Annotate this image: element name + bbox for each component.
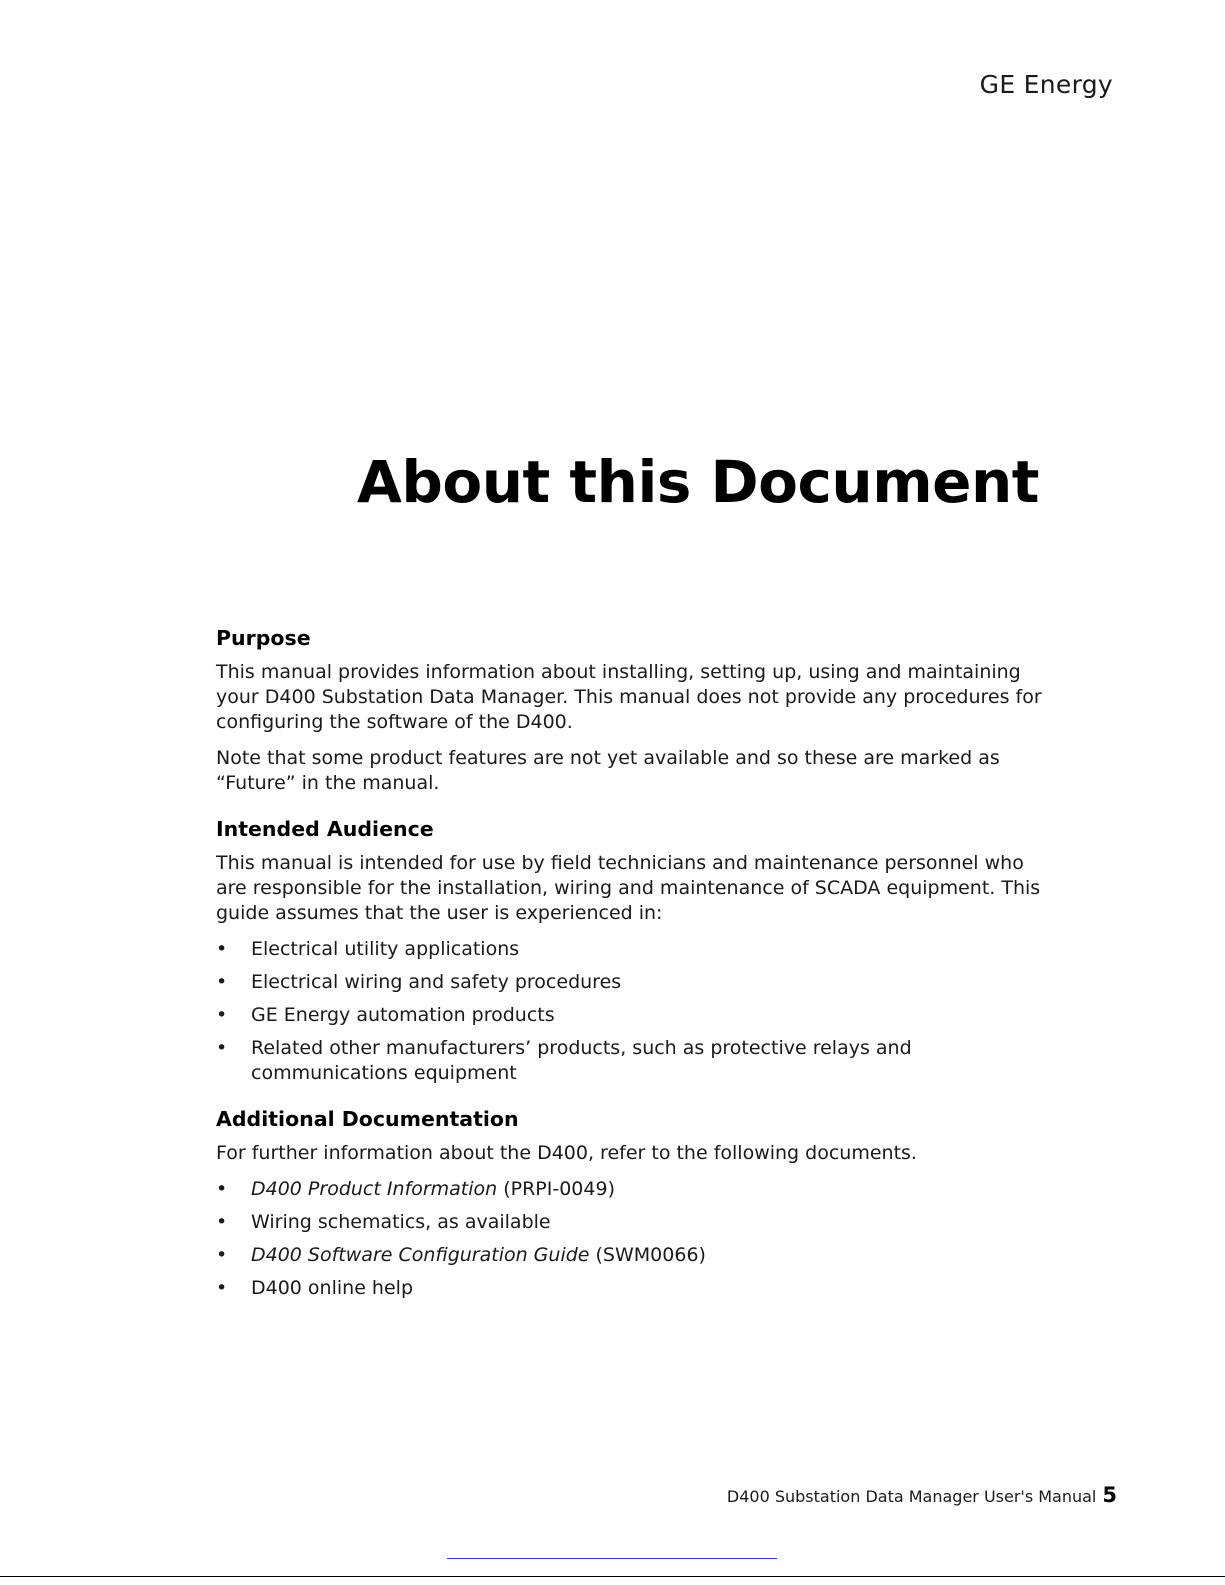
doc-code: (PRPI-0049) (497, 1178, 615, 1200)
section-heading-additional: Additional Documentation (216, 1107, 519, 1131)
list-item: • Wiring schematics, as available (216, 1210, 1046, 1235)
section-purpose (216, 626, 1046, 796)
link-underline (447, 1558, 777, 1559)
footer-manual-title: D400 Substation Data Manager User's Manual (726, 1487, 1097, 1506)
doc-code: (SWM0066) (589, 1244, 706, 1266)
purpose-paragraph-2: Note that some product features are not yet available and so these are marked as “Future” in the manual. (216, 747, 1000, 794)
header-brand: GE Energy (979, 70, 1113, 99)
page-bottom-rule (0, 1576, 1225, 1577)
section-additional-documentation (216, 1107, 1046, 1301)
list-item: • Related other manufacturers’ products, such as protective relays and communications equipment (216, 1036, 1046, 1086)
additional-intro: For further information about the D400, refer to the following documents. (216, 1142, 917, 1164)
additional-docs-list (216, 1177, 1046, 1301)
list-item: • D400 online help (216, 1276, 1046, 1301)
page-footer (727, 1483, 1117, 1507)
section-heading-audience: Intended Audience (216, 817, 434, 841)
page-title: About this Document (356, 448, 1039, 516)
purpose-paragraph-1: This manual provides information about installing, setting up, using and maintaining your D400 Substation Data Manager. This manual does not provide any procedures for configuring the software of the D400. (216, 661, 1042, 733)
section-heading-purpose: Purpose (216, 626, 311, 650)
list-item (216, 1177, 1046, 1202)
doc-title: D400 Software Configuration Guide (251, 1244, 590, 1266)
list-item: • Electrical utility applications (216, 937, 1046, 962)
audience-intro: This manual is intended for use by field technicians and maintenance personnel who are responsible for the installation, wiring and maintenance of SCADA equipment. This guide assumes that the user is experienced in: (216, 852, 1041, 924)
document-body (216, 626, 1046, 1322)
audience-list (216, 937, 1046, 1086)
doc-title: D400 Product Information (251, 1178, 498, 1200)
list-item (216, 1243, 1046, 1268)
list-item: • Electrical wiring and safety procedures (216, 970, 1046, 995)
list-item: • GE Energy automation products (216, 1003, 1046, 1028)
section-audience (216, 817, 1046, 1086)
page-number: 5 (1102, 1483, 1117, 1507)
